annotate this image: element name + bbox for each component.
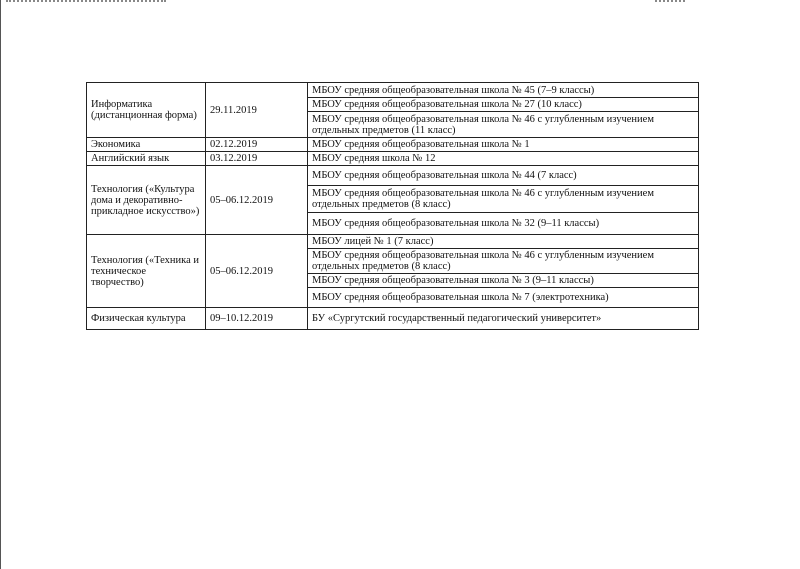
subject-cell: Экономика	[87, 138, 206, 152]
venue-cell: МБОУ средняя общеобразовательная школа № 44 (7 класс)	[308, 166, 699, 186]
date-cell: 29.11.2019	[206, 83, 308, 138]
scan-artifact	[655, 0, 685, 4]
table-row	[87, 308, 699, 330]
venue-cell: МБОУ средняя общеобразовательная школа № 32 (9–11 классы)	[308, 213, 699, 235]
venue-cell: МБОУ средняя общеобразовательная школа № 46 с углубленным изучением отдельных предметов (8 класс)	[308, 249, 699, 274]
table-row	[87, 166, 699, 186]
table-row	[87, 235, 699, 249]
venue-cell: МБОУ средняя общеобразовательная школа № 3 (9–11 классы)	[308, 274, 699, 288]
venue-cell: МБОУ средняя общеобразовательная школа № 1	[308, 138, 699, 152]
date-cell: 02.12.2019	[206, 138, 308, 152]
table-row	[87, 83, 699, 98]
subject-cell: Физическая культура	[87, 308, 206, 330]
venue-cell: МБОУ средняя школа № 12	[308, 152, 699, 166]
subject-cell: Технология («Техника и техническое творчество)	[87, 235, 206, 308]
venue-cell: МБОУ средняя общеобразовательная школа № 27 (10 класс)	[308, 98, 699, 112]
subject-cell: Английский язык	[87, 152, 206, 166]
olympiad-schedule-table	[86, 82, 699, 330]
venue-cell: БУ «Сургутский государственный педагогический университет»	[308, 308, 699, 330]
subject-cell: Технология («Культура дома и декоративно-прикладное искусство»)	[87, 166, 206, 235]
date-cell: 05–06.12.2019	[206, 235, 308, 308]
scan-artifact	[6, 0, 166, 4]
venue-cell: МБОУ средняя общеобразовательная школа № 7 (электротехника)	[308, 288, 699, 308]
venue-cell: МБОУ средняя общеобразовательная школа № 45 (7–9 классы)	[308, 83, 699, 98]
venue-cell: МБОУ средняя общеобразовательная школа № 46 с углубленным изучением отдельных предметов (8 класс)	[308, 186, 699, 213]
venue-cell: МБОУ лицей № 1 (7 класс)	[308, 235, 699, 249]
date-cell: 03.12.2019	[206, 152, 308, 166]
subject-cell: Информатика (дистанционная форма)	[87, 83, 206, 138]
scan-edge	[0, 0, 1, 569]
date-cell: 09–10.12.2019	[206, 308, 308, 330]
date-cell: 05–06.12.2019	[206, 166, 308, 235]
table-row	[87, 138, 699, 152]
table-row	[87, 152, 699, 166]
venue-cell: МБОУ средняя общеобразовательная школа № 46 с углубленным изучением отдельных предметов (11 класс)	[308, 112, 699, 138]
